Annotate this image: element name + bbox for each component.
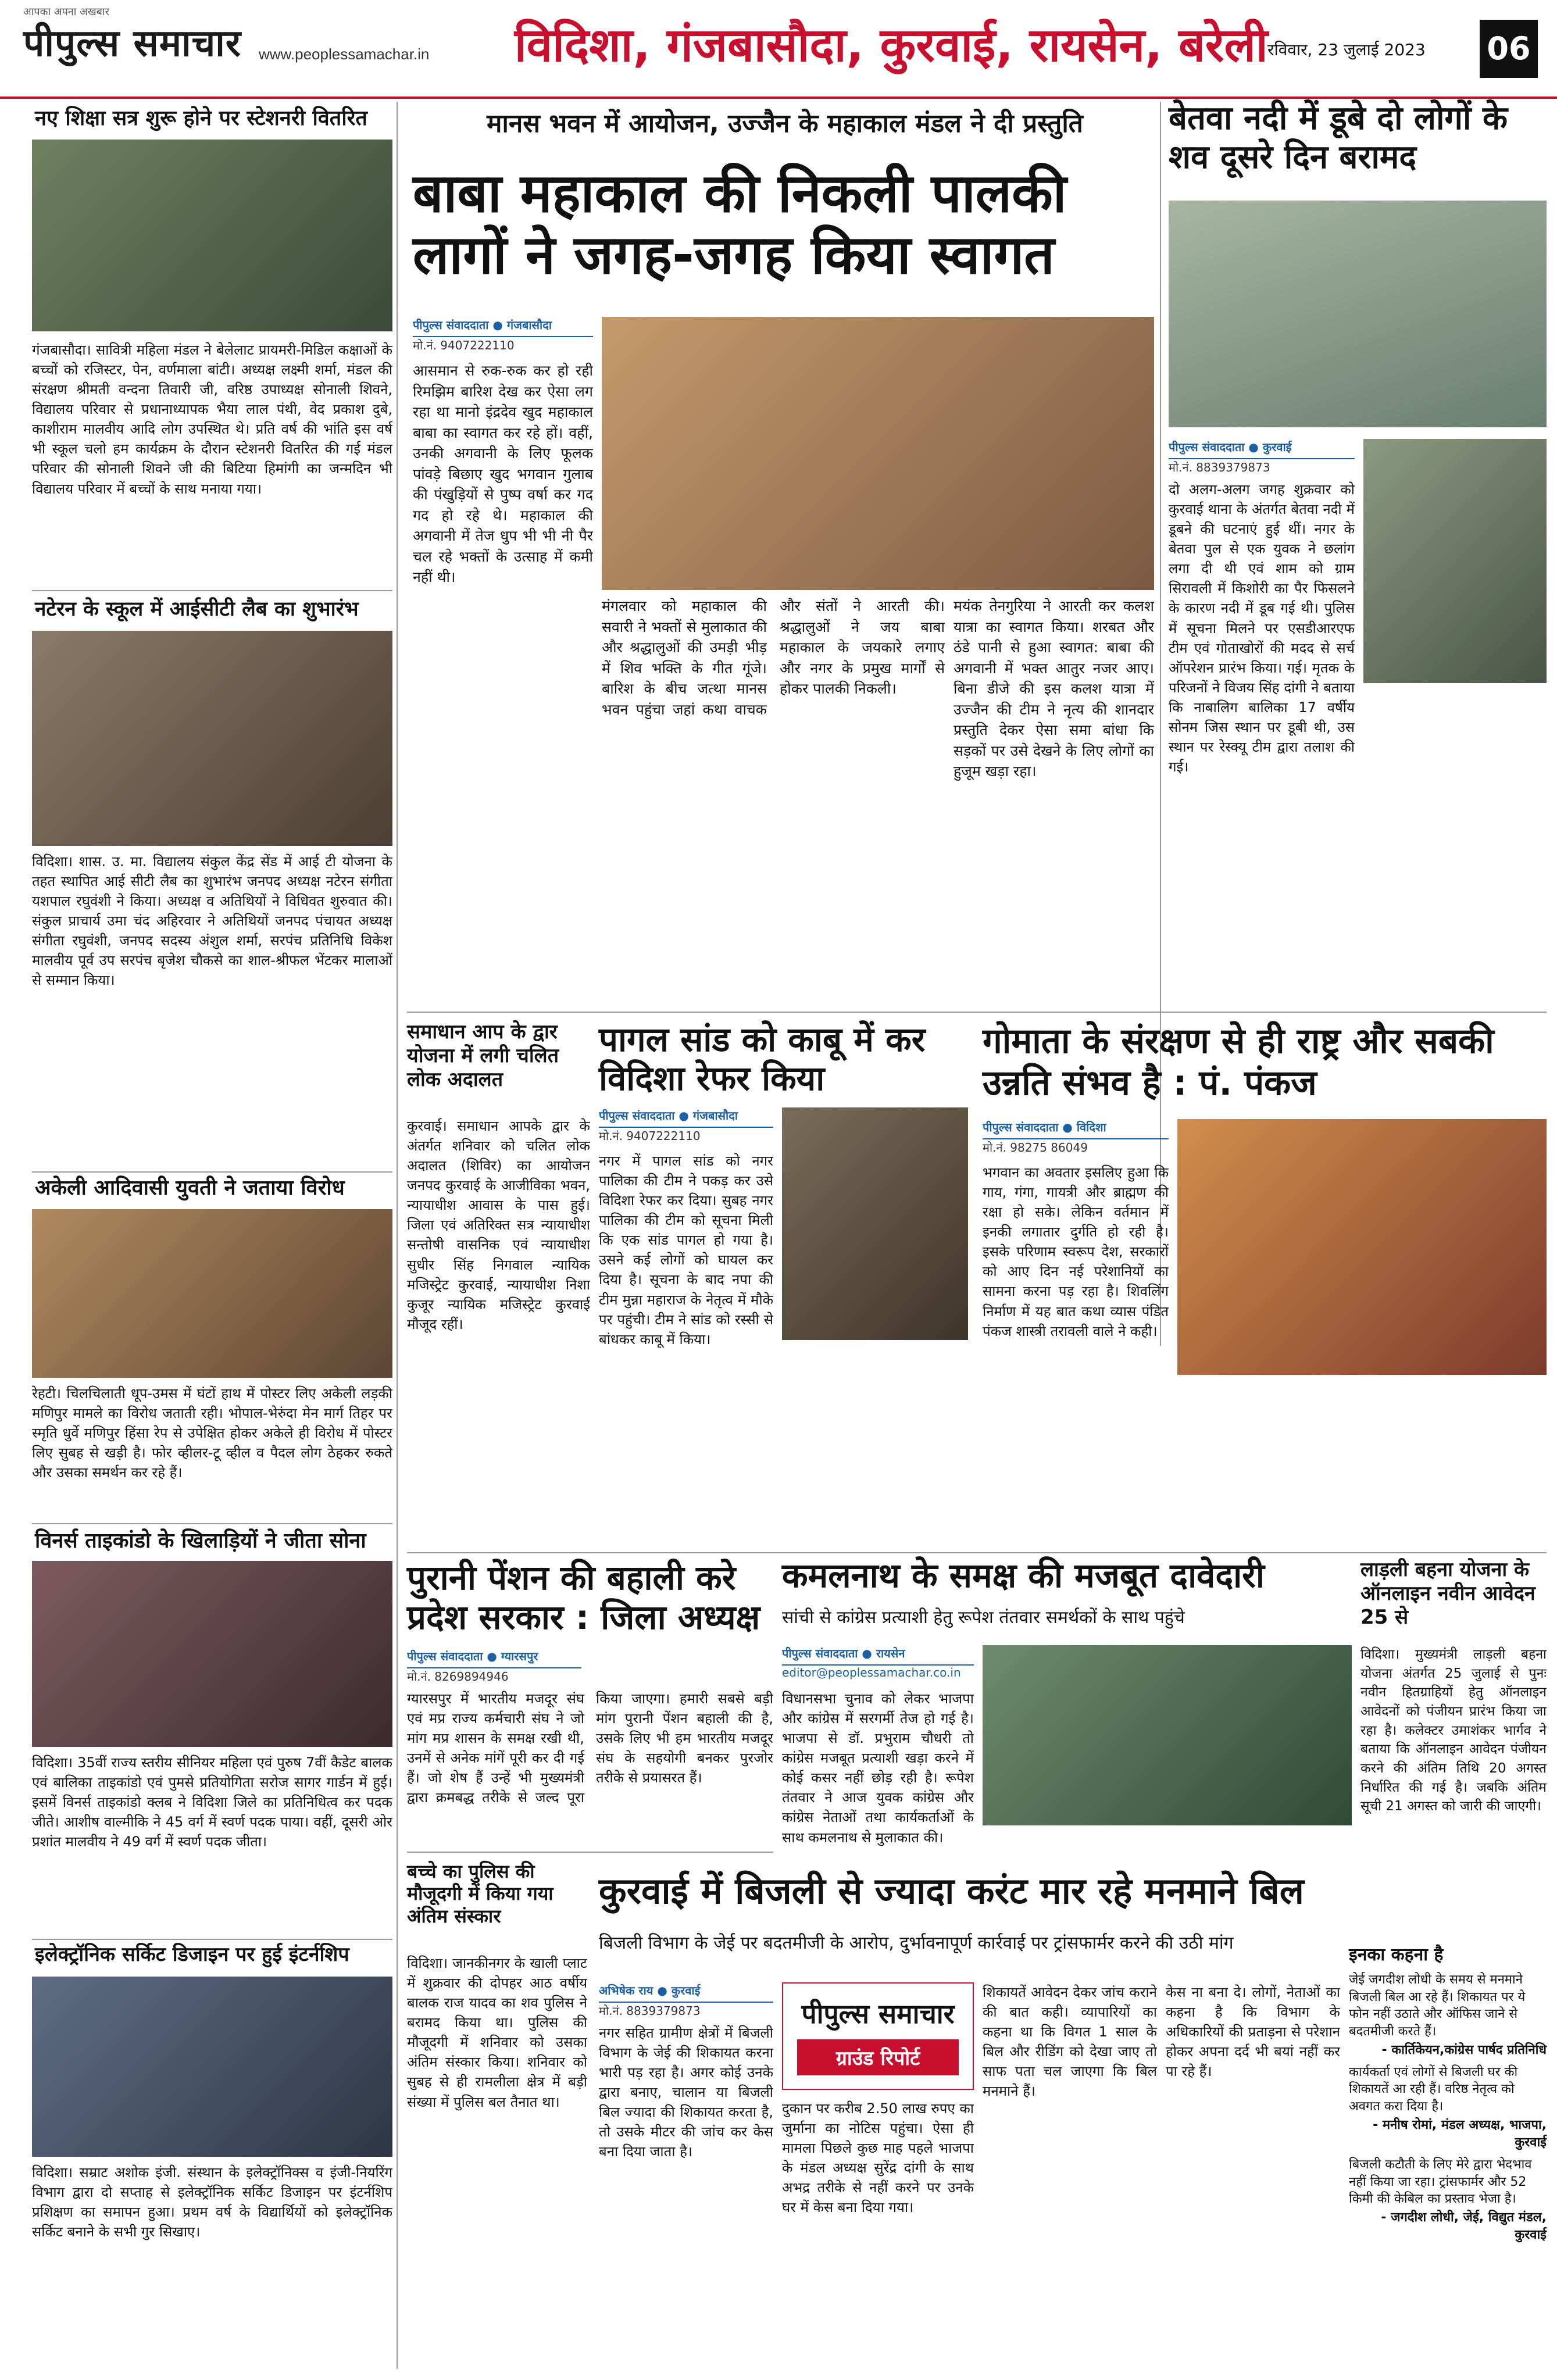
article-headline: विनर्स ताइकांडो के खिलाड़ियों ने जीता सोना (35, 1529, 366, 1553)
ict-lab-photo (32, 631, 392, 846)
article-body: आसमान से रुक-रुक कर हो रही रिमझिम बारिश देख कर ऐसा लग रहा था मानो इंद्रदेव खुद महाकाल बाबा का स्वागत कर रहे हों। वहीं, उनकी अगवानी के लिए फूलक पांवड़े बिछाए खुद भगवान गुलाब की पंखुड़ियों से पुष्प वर्षा कर गद गद हो रहे थे। महाकाल की अगवानी में तेज धुप भी भी नी पैर चल रहे भक्तों के उत्साह में कमी नहीं थी। (413, 362, 593, 585)
article-body: नगर में पागल सांड को नगर पालिका की टीम ने पकड़ कर उसे विदिशा रेफर कर दिया। सुबह नगर पालिका की टीम को सूचना मिली कि एक सांड पागल हो गया है। उसने कई लोगों को घायल कर दिया है। सूचना के बाद नपा की टीम मुन्ना महाराज के नेतृत्व में मौके पर पहुंची। टीम ने सांड को रस्सी से बांधकर काबू में किया। (599, 1153, 773, 1348)
byline: पीपुल्स संवाददाता ● कुरवाई (1169, 439, 1355, 459)
article-body: ग्यारसपुर में भारतीय मजदूर संघ एवं मप्र राज्य कर्मचारी संघ ने जो मांग मप्र शासन के समक्ष रखी थी, उनमें से अनेक मांगें पूरी कर दी गई हैं। जो शेष हैं उन्हें भी मुख्यमंत्री द्वारा क्रमबद्ध तरीके से जल्द पूरा किया जाएगा। हमारी सबसे बड़ी मांग पुरानी पेंशन बहाली की है, उसके लिए भी हम भारतीय मजदूर संघ के सहयोगी बनकर पुरजोर तरीके से प्रयासरत हैं। (407, 1691, 773, 1806)
article-headline: बेतवा नदी में डूबे दो लोगों के शव दूसरे दिन बरामद (1169, 99, 1508, 177)
article-headline: अकेली आदिवासी युवती ने जताया विरोध (35, 1176, 345, 1200)
reporter-mobile: मो.नं. 98275 86049 (983, 1141, 1088, 1155)
article-headline: पुरानी पेंशन की बहाली करे प्रदेश सरकार : जिला अध्यक्ष (407, 1558, 760, 1638)
article-subheadline: सांची से कांग्रेस प्रत्याशी हेतु रूपेश तंतवार समर्थकों के साथ पहुंचे (782, 1607, 1185, 1628)
article-subheadline: बिजली विभाग के जेई पर बदतमीजी के आरोप, दुर्भावनापूर्ण कार्रवाई पर ट्रांसफार्मर करने की उठी मांग (599, 1933, 1234, 1953)
reporter-mobile: मो.नं. 8269894946 (407, 1670, 509, 1684)
congress-meeting-photo (983, 1645, 1352, 1825)
river-rescue-photo (1169, 201, 1547, 427)
reporter-mobile: मो.नं. 8839379873 (1169, 460, 1270, 474)
article-body: विदिशा। जानकीनगर के खाली प्लाट में शुक्रवार की दोपहर आठ वर्षीय बालक राज यादव का शव पुलिस ने बरामद किया था। पुलिस की मौजूदगी में शनिवार को उसका अंतिम संस्कार किया। शनिवार को सुबह से ही रामलीला क्षेत्र में बड़ी संख्या में पुलिस बल तैनात था। (407, 1955, 587, 2110)
divider (32, 590, 392, 591)
divider (407, 1552, 1547, 1553)
article-body: गंजबासौदा। सावित्री महिला मंडल ने बेलेलाट प्रायमरी-मिडिल कक्षाओं के बच्चों को रजिस्टर, पेन, वर्णमाला बांटी। अध्यक्ष लक्ष्मी शर्मा, मंडल की संरक्षण श्रीमती वन्दना तिवारी जी, वरिष्ठ उपाध्यक्ष सोनाली शिवने, विद्यालय परिवार से प्रधानाध्यापक भैया लाल पंथी, वेद प्रकाश दुबे, काशीराम मालवीय आदि लोग उपस्थित थे। प्रति वर्ष की भांति इस वर्ष भी स्कूल चलो हम कार्यक्रम के दौरान स्टेशनरी वितरित की गई मंडल परिवार की सोनाली शिवने जी की बिटिया हिमांगी का जन्मदिन भी विद्यालय परिवार में बच्चों के साथ मनाया गया। (32, 342, 392, 497)
main-headline: बाबा महाकाल की निकली पालकी लागों ने जगह-जगह किया स्वागत (413, 162, 1067, 286)
article-headline: समाधान आप के द्वार योजना में लगी चलित लोक अदालत (407, 1020, 559, 1091)
website-url[interactable]: www.peoplessamachar.in (259, 45, 430, 63)
byline: पीपुल्स संवाददाता ● गंजबासौदा (599, 1107, 773, 1128)
report-logo: पीपुल्स समाचार (801, 1998, 955, 2029)
article-body: नगर सहित ग्रामीण क्षेत्रों में बिजली विभाग के जेई की शिकायत करना भारी पड़ रहा है। अगर कोई उनके द्वारा बनाए, चालान या बिजली बिल ज्यादा की शिकायत करता है, तो उसके मीटर की जांच कर केस बना दिया जाता है। (599, 2025, 773, 2160)
bull-photo (782, 1107, 968, 1340)
article-body: कुरवाई। समाधान आपके द्वार के अंतर्गत शनिवार को चलित लोक अदालत (शिविर) का आयोजन जनपद कुरवाई के आजीविका भवन, न्यायाधीश आवास के पास हुई। जिला एवं अतिरिक्त सत्र न्यायाधीश सन्तोषी वासनिक एवं न्यायाधीश सुधीर सिंह निगवाल न्यायिक मजिस्ट्रेट कुरवाई, न्यायाधीश निशा कुजूर न्यायिक मजिस्ट्रेट कुरवाई मौजूद रहीं। (407, 1118, 590, 1332)
article-body: शिकायतें आवेदन देकर जांच कराने की बात कही। व्यापारियों का कहना था कि विगत 1 साल के बिल और रीडिंग को देखा जाए तो साफ पता चल जाएगा कि बिल मनमाने हैं। (983, 1984, 1157, 2100)
article-body: विदिशा। शास. उ. मा. विद्यालय संकुल केंद्र सेंड में आई टी योजना के तहत स्थापित आई सीटी लैब का शुभारंभ जनपद अध्यक्ष नटेरन संगीता यशपाल रघुवंशी ने किया। अध्यक्ष व अतिथियों ने विधिवत शुरुवात की। संकुल प्राचार्य उमा चंद अहिरवार ने अतिथियों जनपद पंचायत अध्यक्ष संगीता रघुवंशी, जनपद सदस्य अंशुल शर्मा, सरपंच प्रतिनिधि विकेश मालवीय पूर्व उप सरपंच बृजेश चौकसे का शाल-श्रीफल भेंटकर मालाओं से सम्मान किया। (32, 853, 392, 989)
divider (32, 1523, 392, 1524)
divider (407, 1852, 773, 1853)
reporter-mobile: मो.नं. 8839379873 (599, 2004, 701, 2018)
article-headline: पागल सांड को काबू में कर विदिशा रेफर किया (599, 1020, 926, 1098)
stationery-photo (32, 140, 392, 331)
article-headline: गोमाता के संरक्षण से ही राष्ट्र और सबकी उन्नति संभव है : पं. पंकज (983, 1021, 1494, 1103)
reporter-mobile: मो.नं. 9407222110 (599, 1129, 701, 1143)
article-headline: बच्चे का पुलिस की मौजूदगी में किया गया अंतिम संस्कार (407, 1860, 553, 1927)
article-body: भगवान का अवतार इसलिए हुआ कि गाय, गंगा, गायत्री और ब्राह्मण की रक्षा हो सके। लेकिन वर्तमान में इनकी लगातार दुर्गति हो रही है। इसके परिणाम स्वरूप देश, सरकारों को आए दिन नई परेशानियों का सामना करना पड़ रहा है। शिवलिंग निर्माण में यह बात कथा व्यास पंडित पंकज शास्त्री तरावली वाले ने कही। (983, 1164, 1169, 1339)
page-number: 06 (1480, 20, 1538, 78)
byline: पीपुल्स संवाददाता ● गंजबासौदा (413, 317, 593, 337)
reactions-box (1349, 1942, 1547, 2366)
column-rule (1160, 102, 1161, 1346)
devotees-photo (1177, 1119, 1547, 1375)
reaction-author: - जगदीश लोधी, जेई, विद्युत मंडल, कुरवाई (1381, 2210, 1547, 2242)
reaction-author: - कार्तिकेयन,कांग्रेस पार्षद प्रतिनिधि (1381, 2042, 1547, 2057)
article-body: दो अलग-अलग जगह शुक्रवार को कुरवाई थाना के अंतर्गत बेतवा नदी में डूबने की घटनाएं हुई थीं। नगर के बेतवा पुल से एक युवक ने छलांग लगा दी थी एवं शाम को ग्राम सिरावली में किशोरी का पैर फिसलने के कारण नदी में डूब गई थी। पुलिस में सूचना मिलने पर एसडीआरएफ टीम एवं गोताखोरों की मदद से सर्च ऑपरेशन प्रारंभ किया। गई। मृतक के परिजनों ने विजय सिंह दांगी ने बताया कि नाबालिग बालिका 17 वर्षीय सोनम जिस स्थान पर डूबी थी, उस स्थान पर रेस्क्यू टीम द्वारा तलाश की गई। (1169, 481, 1355, 776)
article-headline: इलेक्ट्रॉनिक सर्किट डिजाइन पर हुई इंटर्नशिप (35, 1943, 349, 1966)
logo-tagline: आपका अपना अखबार (23, 6, 109, 18)
divider (407, 1012, 1547, 1013)
article-body: दुकान पर करीब 2.50 लाख रुपए का जुर्माना का नोटिस पहुंचा। ऐसा ही मामला पिछले कुछ माह पहले भाजपा के मंडल अध्यक्ष सुरेंद्र दांगी के साथ अभद्र तरीके से नहीं करने पर उनके घर में केस बना दिया गया। (782, 2100, 974, 2216)
byline: पीपुल्स संवाददाता ● विदिशा (983, 1119, 1169, 1139)
internship-photo (32, 1977, 392, 2157)
newspaper-logo: पीपुल्स समाचार (23, 22, 241, 65)
divider (32, 1939, 392, 1940)
article-body: विधानसभा चुनाव को लेकर भाजपा और कांग्रेस में सरगर्मी तेज हो गई है। भाजपा से डॉ. प्रभुराम चौधरी तो कांग्रेस मजबूत प्रत्याशी खड़ा करने में कोई कसर नहीं छोड़ रही है। रूपेश तंतवार ने आज युवक कांग्रेस और कांग्रेस नेताओं तथा कार्यकर्ताओं के साथ कमलनाथ से मुलाकात की। (782, 1691, 974, 1846)
reactions-title: इनका कहना है (1349, 1945, 1444, 1965)
protest-photo (32, 1209, 392, 1378)
article-headline: नए शिक्षा सत्र शुरू होने पर स्टेशनरी वितरित (35, 106, 367, 130)
article-headline: नटेरन के स्कूल में आईसीटी लैब का शुभारंभ (35, 598, 359, 621)
article-body: विदिशा। मुख्यमंत्री लाड़ली बहना योजना अंतर्गत 25 जुलाई से पुनः नवीन हितग्राहियों हेतु ऑनलाइन आवेदनों को पंजीयन प्रारंभ किया जा रहा है। कलेक्टर उमाशंकर भार्गव ने बताया कि ऑनलाइन आवेदन पंजीयन करने की अंतिम तिथि 20 अगस्त निर्धारित की गई है। जबकि अंतिम सूची 21 अगस्त को जारी की जाएगी। (1360, 1647, 1547, 1814)
article-headline: कुरवाई में बिजली से ज्यादा करंट मार रहे मनमाने बिल (599, 1870, 1304, 1912)
column-rule (397, 102, 398, 2369)
byline: अभिषेक राय ● कुरवाई (599, 1982, 773, 2003)
article-body: मंगलवार को महाकाल की सवारी ने भक्तों से मुलाकात की और श्रद्धालुओं की उमड़ी भीड़ में शिव भक्ति के गीत गूंजे। बारिश के बीच जत्था मानस भवन पहुंचा जहां कथा वाचक और संतों ने आरती की। श्रद्धालुओं ने जय बाबा महाकाल के जयकारे लगाए और नगर के प्रमुख मार्गों से होकर पालकी निकली। (602, 598, 945, 718)
masthead (0, 0, 1557, 99)
article-headline: लाड़ली बहना योजना के ऑनलाइन नवीन आवेदन 25 से (1360, 1558, 1535, 1629)
procession-photo (602, 317, 1154, 590)
byline: पीपुल्स संवाददाता ● ग्यारसपुर (407, 1648, 581, 1668)
article-body: मयंक तेनगुरिया ने आरती कर कलश यात्रा का स्वागत किया। शरबत और ठंडे पानी से हुआ स्वागत: बाबा की अगवानी में भक्त आतुर नजर आए। बिना डीजे की इस कलश यात्रा में उज्जैन की टीम ने नृत्य की शानदार प्रस्तुति देकर ऐसा समा बांधा कि सड़कों पर उसे देखने के लिए लोगों का हुजूम खड़ा रहा। (954, 598, 1154, 780)
taekwondo-photo (32, 1561, 392, 1747)
ground-report-badge (782, 1982, 974, 2090)
reporter-mobile: मो.नं. 9407222110 (413, 338, 515, 352)
reaction-author: - मनीष रोमां, मंडल अध्यक्ष, भाजपा, कुरवाई (1373, 2117, 1547, 2150)
editor-email[interactable]: editor@peoplessamachar.co.in (782, 1666, 961, 1679)
article-body: विदिशा। सम्राट अशोक इंजी. संस्थान के इलेक्ट्रॉनिक्स व इंजी-नियरिंग विभाग द्वारा दो सप्ताह से इलेक्ट्रॉनिक सर्किट डिजाइन पर इंटर्नशिप प्रशिक्षण का समापन हुआ। प्रथम वर्ष के विद्यार्थियों को इलेक्ट्रॉनिक सर्किट बनाने के सभी गुर सिखाए। (32, 2164, 392, 2240)
article-body: केस ना बना दे। लोगों, नेताओं का कहना है कि विभाग के अधिकारियों की प्रताड़ना से परेशान होकर अपना दर्द भी बयां नहीं कर पा रहे हैं। (1166, 1984, 1340, 2080)
issue-date: रविवार, 23 जुलाई 2023 (1267, 40, 1426, 59)
report-tag: ग्राउंड रिपोर्ट (797, 2039, 959, 2075)
main-kicker: मानस भवन में आयोजन, उज्जैन के महाकाल मंडल ने दी प्रस्तुति (487, 109, 1083, 138)
divider (32, 1171, 392, 1173)
article-body: विदिशा। 35वीं राज्य स्तरीय सीनियर महिला एवं पुरुष 7वीं कैडेट बालक एवं बालिका ताइकांडो एवं पुमसे प्रतियोगिता सरोज सागर गार्डन में हुई। इसमें विनर्स ताइकांडो क्लब ने विदिशा जिले का प्रतिनिधित्व कर पदक जीते। आशीष वाल्मीकि ने 45 वर्ग में स्वर्ण पदक पाया। वहीं, दूसरी ओर प्रशांत मालवीय ने 49 वर्ग में स्वर्ण पदक जीता। (32, 1754, 392, 1850)
reaction-quote: बिजली कटौती के लिए मेरे द्वारा भेदभाव नहीं किया जा रहा। ट्रांसफार्मर और 52 किमी की केबिल का प्रस्ताव भेजा है। (1349, 2157, 1532, 2207)
reaction-quote: जेई जगदीश लोधी के समय से मनमाने बिजली बिल आ रहे हैं। शिकायत पर ये फोन नहीं उठाते और ऑफिस जाने से बदतमीजी करते हैं। (1349, 1972, 1526, 2039)
article-body: रेहटी। चिलचिलाती धूप-उमस में घंटों हाथ में पोस्टर लिए अकेली लड़की मणिपुर मामले का विरोध जताती रही। भोपाल-भेरुंदा मेन मार्ग तिहर पर स्मृति धुर्वे मणिपुर हिंसा रेप से उपेक्षित होकर अकेले ही विरोध में पोस्टर लिए सुबह से खड़ी है। फोर व्हीलर-टू व्हील व पैदल लोग ठेहकर रुकते और उसका समर्थन कर रहे हैं। (32, 1385, 392, 1481)
article-headline: कमलनाथ के समक्ष की मजबूत दावेदारी (782, 1556, 1265, 1595)
police-photo (1363, 439, 1547, 683)
byline: पीपुल्स संवाददाता ● रायसेन (782, 1645, 974, 1666)
reaction-quote: कार्यकर्ता एवं लोगों से बिजली घर की शिकायतें आ रही हैं। वरिष्ठ नेतृत्व को अवगत करा दिया है। (1349, 2064, 1518, 2114)
page-region-title: विदिशा, गंजबासौदा, कुरवाई, रायसेन, बरेली (515, 18, 1268, 72)
